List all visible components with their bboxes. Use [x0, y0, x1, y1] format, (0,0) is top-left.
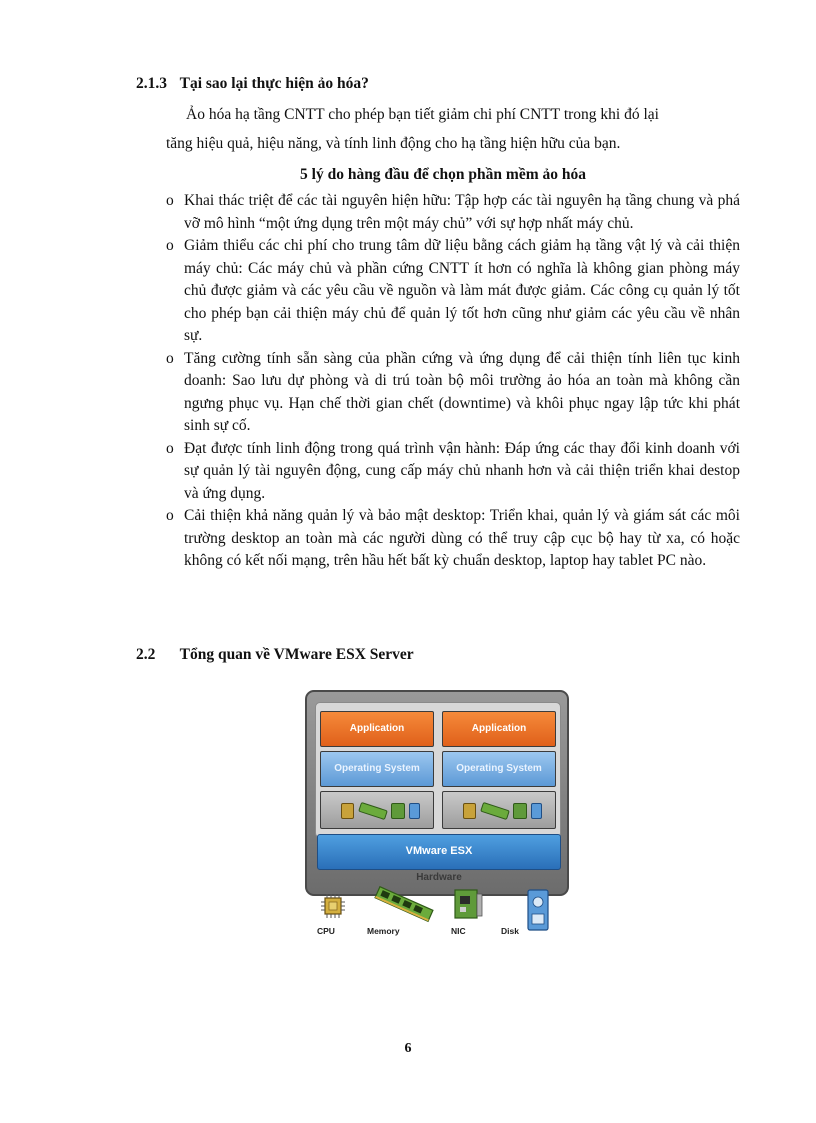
reasons-list [166, 190, 740, 573]
list-item [166, 190, 740, 235]
cpu-chip-icon [321, 894, 345, 920]
bullet-marker: o [166, 192, 174, 209]
page-number: 6 [404, 1041, 412, 1056]
cpu-icon [463, 803, 476, 819]
bullet-marker: o [166, 507, 174, 524]
disk-drive-icon [525, 888, 551, 934]
operating-system-box: Operating System [442, 751, 556, 787]
section-heading-2-2 [136, 646, 414, 664]
list-item [166, 235, 740, 348]
section-title: Tổng quan về VMware ESX Server [179, 646, 414, 663]
cpu-icon [341, 803, 354, 819]
disk-icon [409, 803, 420, 819]
cpu-label: CPU [317, 926, 335, 936]
section-number: 2.2 [136, 646, 156, 663]
reasons-title: 5 lý do hàng đầu để chọn phần mềm ảo hóa [300, 166, 586, 183]
virtual-machine-left [320, 711, 436, 839]
nic-icon [391, 803, 405, 819]
reason-text: Khai thác triệt để các tài nguyên hiện hữu: Tập hợp các tài nguyên hạ tầng chung và phá vỡ mô hình “một ứng dụng trên một máy chủ” với sự hợp nhất máy chủ. [184, 192, 740, 232]
reason-text: Cải thiện khả năng quản lý và bảo mật desktop: Triển khai, quản lý và giám sát các môi trường desktop an toàn mà các người dùng có thể truy cập cục bộ hay từ xa, có hoặc không có kết nối mạng, trên hầu hết bất kỳ chuẩn desktop, laptop hay tablet PC nào. [184, 507, 740, 569]
disk-icon [531, 803, 542, 819]
application-box: Application [442, 711, 556, 747]
nic-label: NIC [451, 926, 466, 936]
bullet-marker: o [166, 349, 174, 367]
section-heading-2-1-3 [136, 75, 369, 93]
memory-label: Memory [367, 926, 400, 936]
virtual-machine-right [442, 711, 558, 839]
bullet-marker: o [166, 237, 174, 254]
operating-system-box: Operating System [320, 751, 434, 787]
vmware-esx-layer: VMware ESX [317, 834, 561, 870]
reason-text: Đạt được tính linh động trong quá trình vận hành: Đáp ứng các thay đổi kinh doanh với sự quản lý tài nguyên động, cung cấp máy chủ nhanh hơn và cải thiện triển khai destop và ứng dụng. [184, 439, 740, 502]
virtual-machines-area [315, 702, 561, 838]
memory-icon [480, 802, 510, 820]
list-item [166, 348, 740, 438]
intro-line-1: Ảo hóa hạ tầng CNTT cho phép bạn tiết giảm chi phí CNTT trong khi đó lại [186, 106, 659, 123]
reason-text: Tăng cường tính sẵn sàng của phần cứng và ứng dụng để cải thiện tính liên tục kinh doanh: Sao lưu dự phòng và di trú toàn bộ môi trường ảo hóa an toàn mà không cần ngưng phục vụ. Hạn chế thời gian chết (downtime) và khôi phục ngay lập tức khi phát sinh sự cố. [184, 349, 740, 434]
memory-module-icon [369, 884, 439, 924]
section-number: 2.1.3 [136, 75, 167, 92]
section-title: Tại sao lại thực hiện ảo hóa? [179, 75, 369, 92]
virtual-hardware-box [320, 791, 434, 829]
vmware-esx-architecture-diagram [305, 690, 573, 952]
list-item [166, 505, 740, 573]
hardware-label: Hardware [416, 872, 462, 883]
bullet-marker: o [166, 439, 174, 457]
nic-icon [513, 803, 527, 819]
application-box: Application [320, 711, 434, 747]
disk-label: Disk [501, 926, 519, 936]
virtual-hardware-box [442, 791, 556, 829]
server-frame [305, 690, 569, 896]
memory-icon [358, 802, 388, 820]
nic-card-icon [451, 888, 485, 924]
reason-text: Giảm thiểu các chi phí cho trung tâm dữ liệu bằng cách giảm hạ tầng vật lý và cải thiện máy chủ: Các máy chủ và phần cứng CNTT ít hơn có nghĩa là không gian phòng máy chủ được giảm và các yêu cầu về nguồn và làm mát được giảm. Các công cụ quản lý tốt cho phép bạn cải thiện máy chủ để quản lý tốt hơn cũng như giảm các yêu cầu về nhân sự. [184, 237, 740, 344]
list-item [166, 438, 740, 506]
intro-line-2: tăng hiệu quả, hiệu năng, và tính linh động cho hạ tầng hiện hữu của bạn. [166, 135, 621, 152]
